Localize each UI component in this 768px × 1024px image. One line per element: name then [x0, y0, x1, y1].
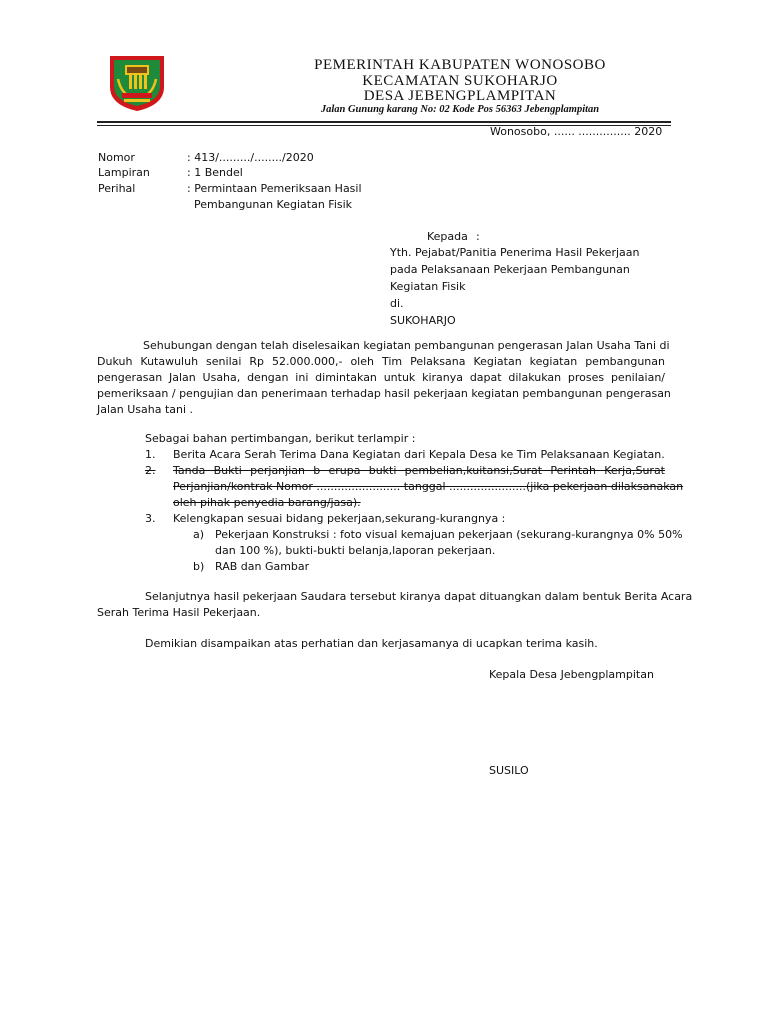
sublist-item-continued: dan 100 %), bukti-bukti belanja,laporan pekerjaan.: [215, 544, 496, 557]
recipient-line: Kegiatan Fisik: [390, 280, 466, 293]
letter-date: Wonosobo, ...... ............... 2020: [490, 125, 663, 138]
sublist-item: RAB dan Gambar: [215, 560, 310, 573]
signature-title: Kepala Desa Jebengplampitan: [489, 668, 654, 681]
nomor-value: : 413/........./......../2020: [187, 151, 314, 164]
paragraph-line: Serah Terima Hasil Pekerjaan.: [97, 606, 261, 619]
list-item: Berita Acara Serah Terima Dana Kegiatan dari Kepala Desa ke Tim Pelaksanaan Kegiatan.: [173, 448, 665, 461]
nomor-label: Nomor: [98, 151, 135, 164]
perihal-label: Perihal: [98, 182, 136, 195]
list-number: 3.: [145, 512, 156, 525]
header-divider: [97, 121, 671, 123]
sublist-letter: b): [193, 560, 205, 573]
lampiran-label: Lampiran: [98, 166, 150, 179]
header-address: Jalan Gunung karang No: 02 Kode Pos 56363 Jebengplampitan: [320, 104, 600, 115]
paragraph-line: Jalan Usaha tani .: [97, 403, 194, 416]
paragraph-line: Dukuh Kutawuluh senilai Rp 52.000.000,- oleh Tim Pelaksana Kegiatan kegiatan pembangunan: [97, 355, 665, 368]
regency-emblem-icon: [107, 53, 167, 113]
recipient-line: Yth. Pejabat/Panitia Penerima Hasil Pekerjaan: [390, 246, 640, 259]
list-item-continued: Perjanjian/kontrak Nomor ........................ tanggal ......................(jika pekerjaan dilaksanakan: [173, 480, 684, 493]
lampiran-value: : 1 Bendel: [187, 166, 243, 179]
perihal-value-continued: Pembangunan Kegiatan Fisik: [194, 198, 353, 211]
header-government-line: PEMERINTAH KABUPATEN WONOSOBO: [314, 57, 606, 73]
recipient-line: SUKOHARJO: [390, 314, 456, 327]
paragraph-line: pemeriksaan / pengujian dan penerimaan terhadap hasil pekerjaan kegiatan pembangunan pengerasan: [97, 387, 671, 400]
paragraph-line: Selanjutnya hasil pekerjaan Saudara tersebut kiranya dapat dituangkan dalam bentuk Berita Acara: [145, 590, 693, 603]
sublist-item: Pekerjaan Konstruksi : foto visual kemajuan pekerjaan (sekurang-kurangnya 0% 50%: [215, 528, 683, 541]
list-number: 1.: [145, 448, 156, 461]
paragraph-line: pengerasan Jalan Usaha, dengan ini dimintakan untuk kiranya dapat dilakukan proses penilaian/: [97, 371, 665, 384]
recipient-address: [390, 245, 639, 330]
kepada-colon: :: [476, 230, 480, 243]
body-paragraph-2: [97, 589, 693, 621]
header-village-line: DESA JEBENGPLAMPITAN: [363, 88, 557, 104]
header-district-line: KECAMATAN SUKOHARJO: [362, 73, 558, 89]
recipient-line: di.: [390, 297, 404, 310]
closing-sentence: Demikian disampaikan atas perhatian dan kerjasamanya di ucapkan terima kasih.: [145, 637, 598, 650]
paragraph-line: Sehubungan dengan telah diselesaikan kegiatan pembangunan pengerasan Jalan Usaha Tani di: [143, 339, 670, 352]
attachments-intro: Sebagai bahan pertimbangan, berikut terlampir :: [145, 432, 416, 445]
list-number: 2.: [145, 464, 156, 477]
list-item-continued: oleh pihak penyedia barang/jasa).: [173, 496, 361, 509]
signature-name: SUSILO: [489, 764, 529, 777]
perihal-value: : Permintaan Pemeriksaan Hasil: [187, 182, 362, 195]
sublist-letter: a): [193, 528, 205, 541]
list-item: Kelengkapan sesuai bidang pekerjaan,sekurang-kurangnya :: [173, 512, 506, 525]
body-paragraph-1: [97, 338, 671, 418]
recipient-line: pada Pelaksanaan Pekerjaan Pembangunan: [390, 263, 630, 276]
list-item: Tanda Bukti perjanjian b erupa bukti pembelian,kuitansi,Surat Perintah Kerja,Surat: [173, 464, 665, 477]
kepada-label: Kepada: [427, 230, 468, 243]
